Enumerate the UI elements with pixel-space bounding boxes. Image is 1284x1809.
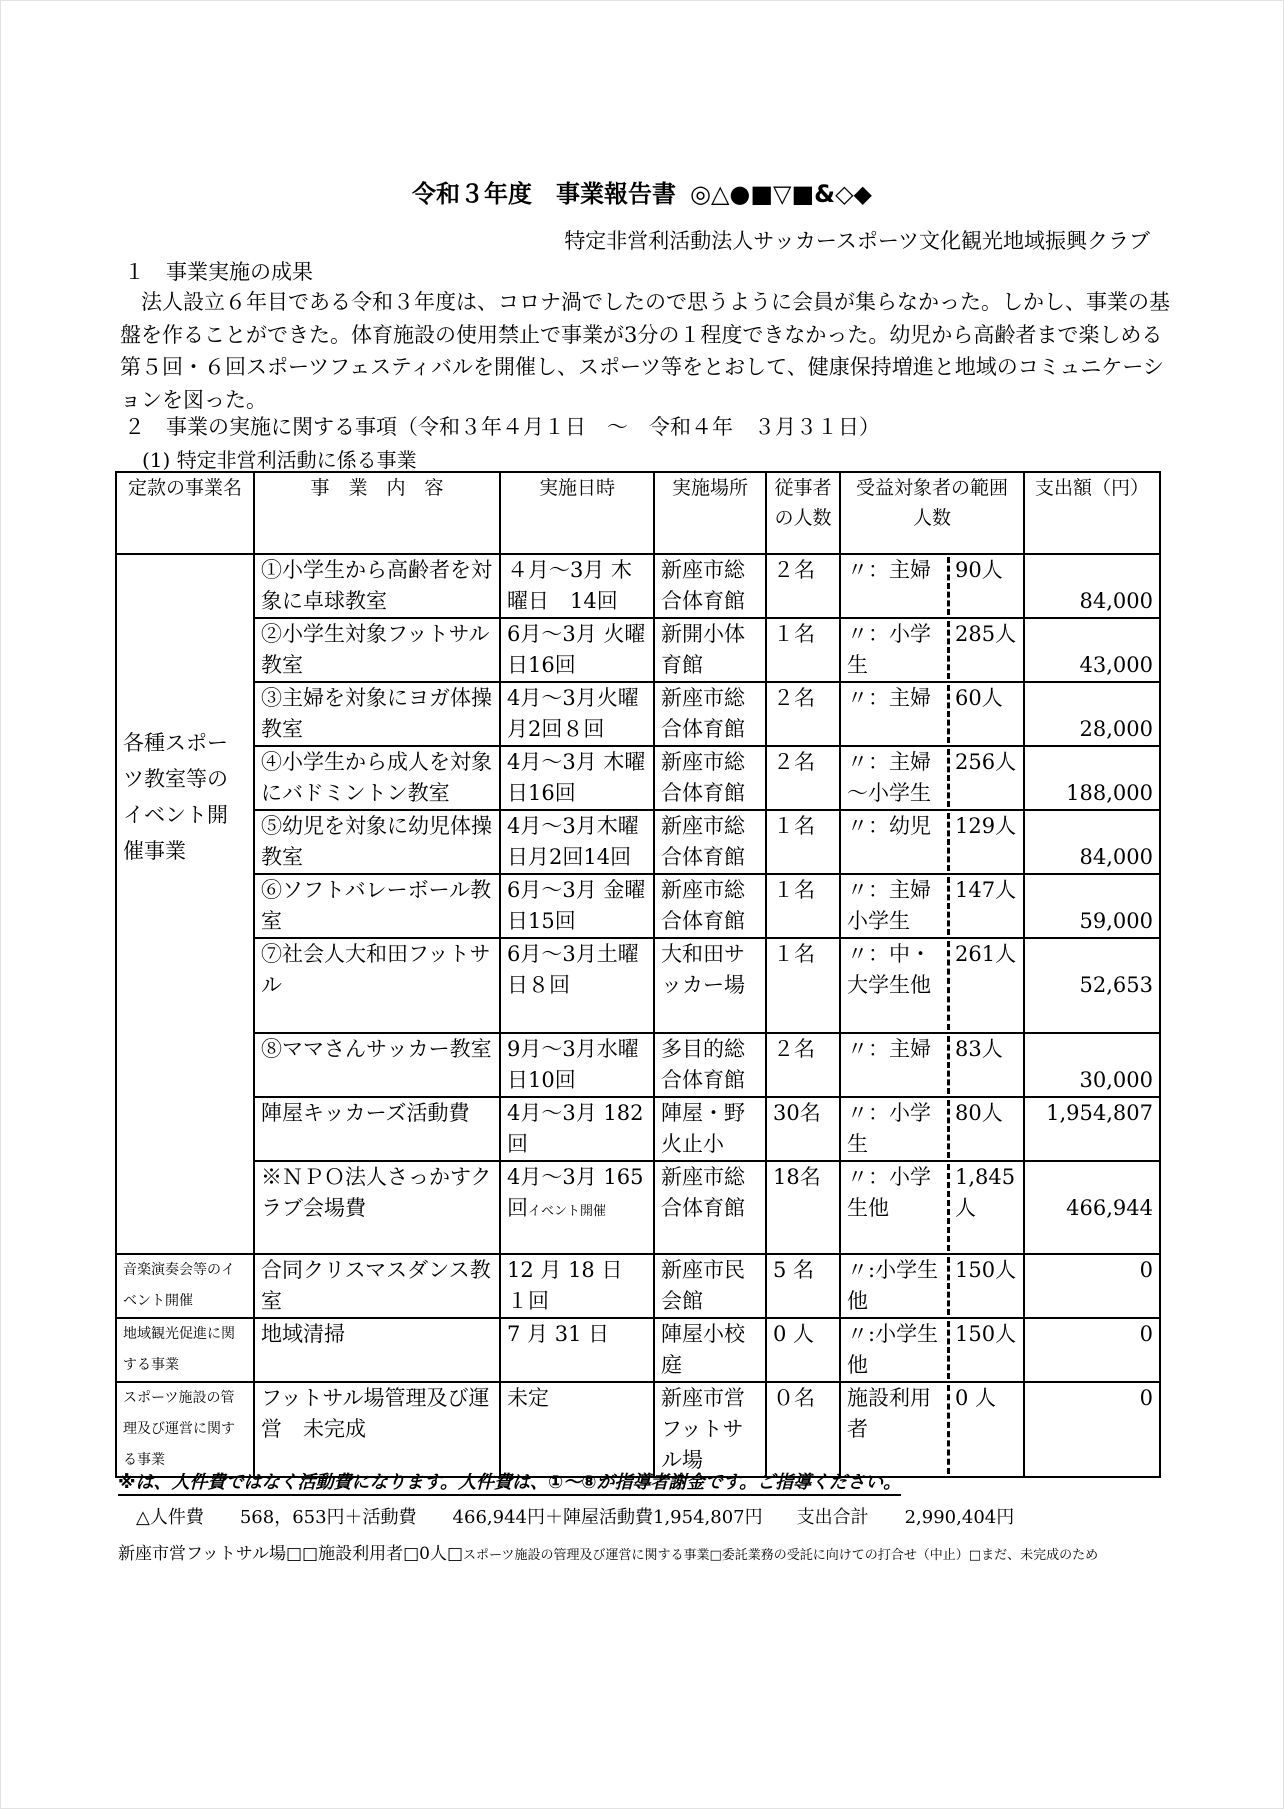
cell-date: 4月～3月木曜日月2回14回 bbox=[500, 810, 654, 874]
cell-amount: 28,000 bbox=[1024, 682, 1160, 746]
cell-amount: 0 bbox=[1024, 1318, 1160, 1382]
cell-staff: １名 bbox=[766, 810, 840, 874]
cell-target bbox=[840, 682, 1024, 746]
category-music: 音楽演奏会等のイベント開催 bbox=[116, 1254, 254, 1318]
cell-target bbox=[840, 1097, 1024, 1161]
target-range: 〃：主婦 bbox=[847, 1037, 931, 1061]
cell-target bbox=[840, 938, 1024, 1033]
cell-content: ②小学生対象フットサル教室 bbox=[254, 618, 500, 682]
cell-amount: 0 bbox=[1024, 1254, 1160, 1318]
cell-target bbox=[840, 1033, 1024, 1097]
table-row bbox=[116, 554, 1160, 618]
cell-date: 6月～3月 火曜日16回 bbox=[500, 618, 654, 682]
cell-place: 新座市総合体育館 bbox=[654, 746, 766, 810]
cell-amount: 1,954,807 bbox=[1024, 1097, 1160, 1161]
table-row bbox=[116, 810, 1160, 874]
section1-heading: １ 事業実施の成果 bbox=[124, 260, 313, 284]
activities-table bbox=[115, 471, 1161, 1478]
title-symbols: ◎△●■▽■&◇◆ bbox=[690, 180, 872, 208]
cell-target bbox=[840, 618, 1024, 682]
cell-target bbox=[840, 810, 1024, 874]
section2-heading: ２ 事業の実施に関する事項（令和３年４月１日 ～ 令和４年 ３月３１日） bbox=[124, 415, 880, 439]
cell-amount: 188,000 bbox=[1024, 746, 1160, 810]
target-count: 0 人 bbox=[955, 1386, 997, 1410]
cell-content: ④小学生から成人を対象にバドミントン教室 bbox=[254, 746, 500, 810]
table-header-row bbox=[116, 472, 1160, 554]
subsection-heading: (1) 特定非営利活動に係る事業 bbox=[142, 448, 417, 472]
header-target: 受益対象者の範囲 人数 bbox=[840, 472, 1024, 554]
header-amount: 支出額（円） bbox=[1024, 472, 1160, 554]
header-place: 実施場所 bbox=[654, 472, 766, 554]
table-row bbox=[116, 1097, 1160, 1161]
category-facility: スポーツ施設の管理及び運営に関する事業 bbox=[116, 1382, 254, 1477]
expense-sum: 支出合計 2,990,404円 bbox=[796, 1507, 1015, 1528]
table-row bbox=[116, 746, 1160, 810]
target-range: 〃：主婦 bbox=[847, 686, 931, 710]
target-range: 〃：小学生 bbox=[847, 622, 931, 677]
target-count: 285人 bbox=[955, 622, 1017, 646]
target-range: 〃:小学生他 bbox=[847, 1258, 939, 1313]
cell-target bbox=[840, 1161, 1024, 1254]
target-count: 129人 bbox=[955, 814, 1017, 838]
header-content: 事 業 内 容 bbox=[254, 472, 500, 554]
table-row bbox=[116, 938, 1160, 1033]
footer-small-text: スポーツ施設の管理及び運営に関する事業□委託業務の受託に向けての打合せ（中止）□まだ、未完成のため bbox=[463, 1548, 1099, 1563]
cell-content: ⑧ママさんサッカー教室 bbox=[254, 1033, 500, 1097]
footer-remarks: 新座市営フットサル場□□施設利用者□0人□スポーツ施設の管理及び運営に関する事業□委託業務の受託に向けての打合せ（中止）□まだ、未完成のため bbox=[118, 1544, 1099, 1564]
cell-place: 新開小体育館 bbox=[654, 618, 766, 682]
cell-date: 7 月 31 日 bbox=[500, 1318, 654, 1382]
organization-name: 特定非営利活動法人サッカースポーツ文化観光地域振興クラブ bbox=[564, 229, 1150, 253]
cell-staff: ２名 bbox=[766, 746, 840, 810]
cell-amount: 43,000 bbox=[1024, 618, 1160, 682]
table-row bbox=[116, 1033, 1160, 1097]
cell-content: フットサル場管理及び運営 未完成 bbox=[254, 1382, 500, 1477]
cell-staff: ０名 bbox=[766, 1382, 840, 1477]
cell-content: ⑦社会人大和田フットサル bbox=[254, 938, 500, 1033]
cell-content: 合同クリスマスダンス教室 bbox=[254, 1254, 500, 1318]
cell-place: 新座市営フットサル場 bbox=[654, 1382, 766, 1477]
cell-staff: 18名 bbox=[766, 1161, 840, 1254]
cell-date: 12 月 18 日 １回 bbox=[500, 1254, 654, 1318]
header-staff: 従事者の人数 bbox=[766, 472, 840, 554]
cell-date: ４月～3月 木曜日 14回 bbox=[500, 554, 654, 618]
target-range: 〃：主婦小学生 bbox=[847, 878, 931, 933]
table-row bbox=[116, 874, 1160, 938]
date-note: イベント開催 bbox=[528, 1204, 607, 1219]
cell-target bbox=[840, 1318, 1024, 1382]
table-note: ※は、人件費ではなく活動費になります。人件費は、①～⑧が指導者謝金です。ご指導ください。 bbox=[118, 1468, 901, 1496]
target-count: 261人 bbox=[955, 942, 1017, 966]
target-range: 〃：主婦 bbox=[847, 558, 931, 582]
cell-staff: 0 人 bbox=[766, 1318, 840, 1382]
cell-place: 大和田サッカー場 bbox=[654, 938, 766, 1033]
table-row bbox=[116, 618, 1160, 682]
target-range: 〃:小学生他 bbox=[847, 1322, 939, 1377]
target-count: 80人 bbox=[955, 1101, 1003, 1125]
target-range: 〃：幼児 bbox=[847, 814, 931, 838]
cell-content: 地域清掃 bbox=[254, 1318, 500, 1382]
target-count: 60人 bbox=[955, 686, 1003, 710]
target-range: 〃：小学生 bbox=[847, 1101, 931, 1156]
header-category: 定款の事業名 bbox=[116, 472, 254, 554]
cell-staff: １名 bbox=[766, 938, 840, 1033]
cell-staff: １名 bbox=[766, 874, 840, 938]
target-count: 83人 bbox=[955, 1037, 1003, 1061]
cell-date: 9月～3月水曜日10回 bbox=[500, 1033, 654, 1097]
cell-content: ⑥ソフトバレーボール教室 bbox=[254, 874, 500, 938]
cell-staff: ２名 bbox=[766, 1033, 840, 1097]
cell-staff: 30名 bbox=[766, 1097, 840, 1161]
cell-staff: 5 名 bbox=[766, 1254, 840, 1318]
cell-content: ①小学生から高齢者を対象に卓球教室 bbox=[254, 554, 500, 618]
cell-target bbox=[840, 746, 1024, 810]
header-date: 実施日時 bbox=[500, 472, 654, 554]
target-count: 1,845人 bbox=[955, 1165, 1016, 1220]
cell-amount: 0 bbox=[1024, 1382, 1160, 1477]
target-count: 256人 bbox=[955, 750, 1017, 774]
cell-amount: 84,000 bbox=[1024, 810, 1160, 874]
table-row bbox=[116, 1382, 1160, 1477]
cell-amount: 466,944 bbox=[1024, 1161, 1160, 1254]
cell-target bbox=[840, 1382, 1024, 1477]
cell-content: ③主婦を対象にヨガ体操教室 bbox=[254, 682, 500, 746]
expense-totals bbox=[136, 1503, 1048, 1529]
target-range: 施設利用者 bbox=[847, 1386, 931, 1441]
cell-content: 陣屋キッカーズ活動費 bbox=[254, 1097, 500, 1161]
cell-amount: 52,653 bbox=[1024, 938, 1160, 1033]
target-count: 90人 bbox=[955, 558, 1003, 582]
cell-place: 新座市総合体育館 bbox=[654, 874, 766, 938]
table-row bbox=[116, 1161, 1160, 1254]
target-range: 〃：主婦～小学生 bbox=[847, 750, 931, 805]
group1-category: 各種スポーツ教室等のイベント開催事業 bbox=[116, 554, 254, 1254]
table-row bbox=[116, 682, 1160, 746]
cell-staff: ２名 bbox=[766, 554, 840, 618]
cell-content: ⑤幼児を対象に幼児体操教室 bbox=[254, 810, 500, 874]
personnel-breakdown: △人件費 568，653円＋活動費 466,944円＋陣屋活動費1,954,807円 bbox=[136, 1507, 763, 1528]
cell-staff: ２名 bbox=[766, 682, 840, 746]
cell-amount: 59,000 bbox=[1024, 874, 1160, 938]
cell-target bbox=[840, 1254, 1024, 1318]
cell-date: 6月～3月土曜日８回 bbox=[500, 938, 654, 1033]
cell-amount: 84,000 bbox=[1024, 554, 1160, 618]
section1-body: 法人設立６年目である令和３年度は、コロナ渦でしたので思うように会員が集らなかった。しかし、事業の基盤を作ることができた。体育施設の使用禁止で事業が3分の１程度できなかった。幼児から高齢者まで楽しめる第５回・６回スポーツフェスティバルを開催し、スポーツ等をとおして、健康保持増進と地域のコミュニケーションを図った。 bbox=[120, 290, 1170, 412]
cell-date: 未定 bbox=[500, 1382, 654, 1477]
cell-place: 新座市民会館 bbox=[654, 1254, 766, 1318]
target-count: 150人 bbox=[955, 1258, 1017, 1282]
table-row bbox=[116, 1254, 1160, 1318]
cell-date: 4月～3月 165回イベント開催 bbox=[500, 1161, 654, 1254]
cell-place: 新座市総合体育館 bbox=[654, 682, 766, 746]
target-range: 〃：小学生他 bbox=[847, 1165, 931, 1220]
cell-date: 4月～3月 木曜日16回 bbox=[500, 746, 654, 810]
cell-place: 新座市総合体育館 bbox=[654, 1161, 766, 1254]
cell-date: 4月～3月火曜月2回８回 bbox=[500, 682, 654, 746]
cell-place: 陣屋小校庭 bbox=[654, 1318, 766, 1382]
document-title: 令和３年度 事業報告書 ◎△●■▽■&◇◆ bbox=[412, 180, 872, 208]
target-count: 150人 bbox=[955, 1322, 1017, 1346]
cell-place: 陣屋・野火止小 bbox=[654, 1097, 766, 1161]
cell-content: ※ＮＰＯ法人さっかすクラブ会場費 bbox=[254, 1161, 500, 1254]
cell-target bbox=[840, 554, 1024, 618]
cell-target bbox=[840, 874, 1024, 938]
cell-place: 新座市総合体育館 bbox=[654, 810, 766, 874]
target-range: 〃：中・大学生他 bbox=[847, 942, 931, 997]
cell-amount: 30,000 bbox=[1024, 1033, 1160, 1097]
target-count: 147人 bbox=[955, 878, 1017, 902]
cell-place: 新座市総合体育館 bbox=[654, 554, 766, 618]
cell-date: 6月～3月 金曜日15回 bbox=[500, 874, 654, 938]
cell-date: 4月～3月 182回 bbox=[500, 1097, 654, 1161]
cell-staff: １名 bbox=[766, 618, 840, 682]
category-tourism: 地域観光促進に関する事業 bbox=[116, 1318, 254, 1382]
cell-place: 多目的総合体育館 bbox=[654, 1033, 766, 1097]
table-row bbox=[116, 1318, 1160, 1382]
